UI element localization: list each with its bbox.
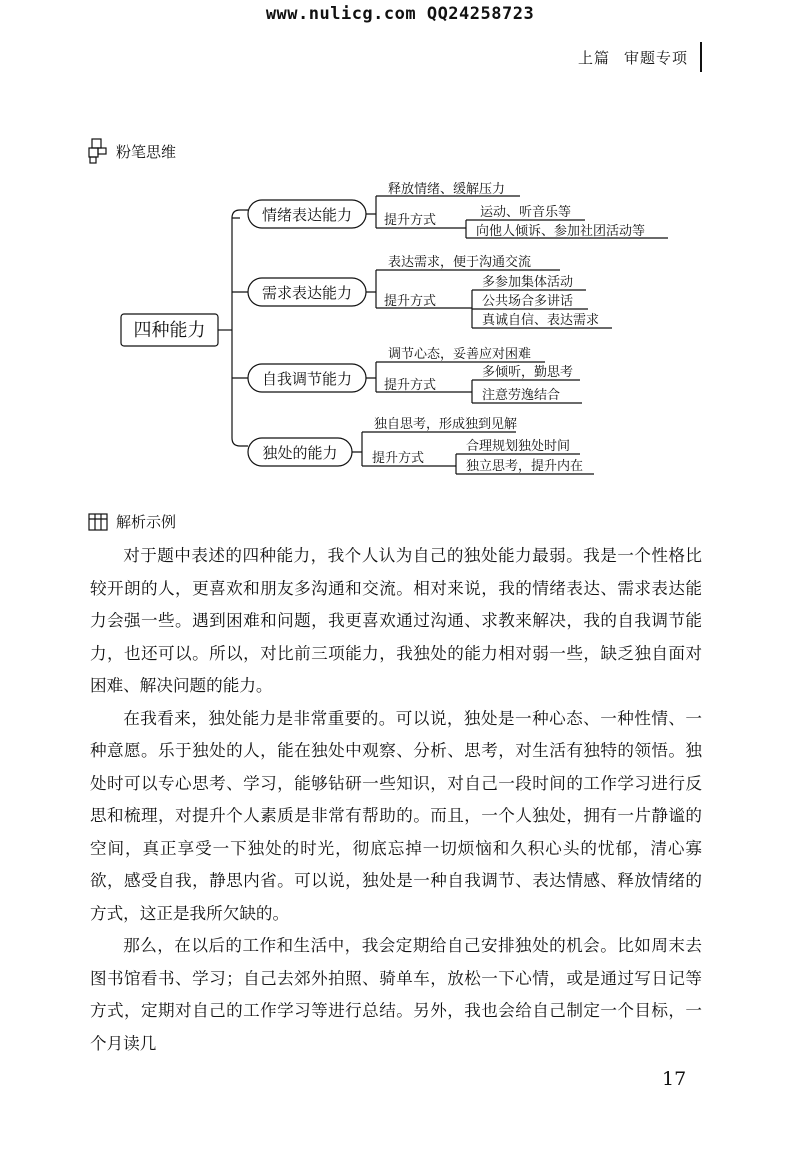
part-label: 上篇 [577,49,610,67]
analysis-icon [88,513,108,531]
branch-emotion-method: 提升方式 [384,213,437,228]
branch-alone-top: 独自思考，形成独到见解 [374,417,518,432]
branch-need-method: 提升方式 [384,294,437,309]
section-heading-analysis [88,511,176,532]
branch-need-item-1: 多参加集体活动 [482,275,574,290]
section-title: 解析示例 [116,513,177,531]
branch-emotion-top: 释放情绪、缓解压力 [388,182,506,197]
mindmap-root: 四种能力 [133,320,206,341]
mind-map [0,0,800,500]
page-number: 17 [662,1068,687,1090]
chapter-label: 审题专项 [623,49,688,67]
paragraph: 在我看来，独处能力是非常重要的。可以说，独处是一种心态、一种性情、一种意愿。乐于独处的人，能在独处中观察、分析、思考，对生活有独特的领悟。独处时可以专心思考、学习，能够钻研一些知识，对自己一段时间的工作学习进行反思和梳理，对提升个人素质是非常有帮助的。而且，一个人独处，拥有一片静谧的空间，真正享受一下独处的时光，彻底忘掉一切烦恼和久积心头的忧郁，清心寡欲，感受自我，静思内省。可以说，独处是一种自我调节、表达情感、释放情绪的方式，这正是我所欠缺的。 [90,708,702,923]
branch-self-label: 自我调节能力 [261,370,353,388]
branch-alone-item-1: 合理规划独处时间 [466,439,571,454]
watermark-text: www.nulicg.com QQ24258723 [265,4,535,24]
branch-alone-item-2: 独立思考，提升内在 [466,459,584,474]
paragraph: 那么，在以后的工作和生活中，我会定期给自己安排独处的机会。比如周末去图书馆看书、学习；自己去郊外拍照、骑单车，放松一下心情，或是通过写日记等方式，定期对自己的工作学习等进行总结。另外，我也会给自己制定一个目标，一个月读几 [90,936,702,1053]
branch-self-method: 提升方式 [384,378,437,393]
branch-alone-label: 独处的能力 [262,444,338,462]
paragraph: 对于题中表述的四种能力，我个人认为自己的独处能力最弱。我是一个性格比较开朗的人，更喜欢和朋友多沟通和交流。相对来说，我的情绪表达、需求表达能力会强一些。遇到困难和问题，我更喜欢通过沟通、求教来解决，我的自我调节能力，也还可以。所以，对比前三项能力，我独处的能力相对弱一些，缺乏独自面对困难、解决问题的能力。 [90,546,702,695]
branch-self-item-1: 多倾听，勤思考 [482,365,574,380]
branch-need-item-2: 公共场合多讲话 [482,294,574,309]
branch-need-item-3: 真诚自信、表达需求 [482,313,600,328]
section-title: 粉笔思维 [116,142,177,161]
branch-self-item-2: 注意劳逸结合 [482,388,561,403]
branch-need-label: 需求表达能力 [261,284,353,302]
branch-self-top: 调节心态，妥善应对困难 [388,347,532,362]
branch-emotion-item-1: 运动、听音乐等 [480,205,572,220]
analysis-body [90,540,702,1060]
branch-need-top: 表达需求，便于沟通交流 [388,255,532,270]
branch-emotion-label: 情绪表达能力 [261,206,353,224]
branch-emotion-item-2: 向他人倾诉、参加社团活动等 [476,224,646,239]
branch-alone-method: 提升方式 [372,451,425,466]
